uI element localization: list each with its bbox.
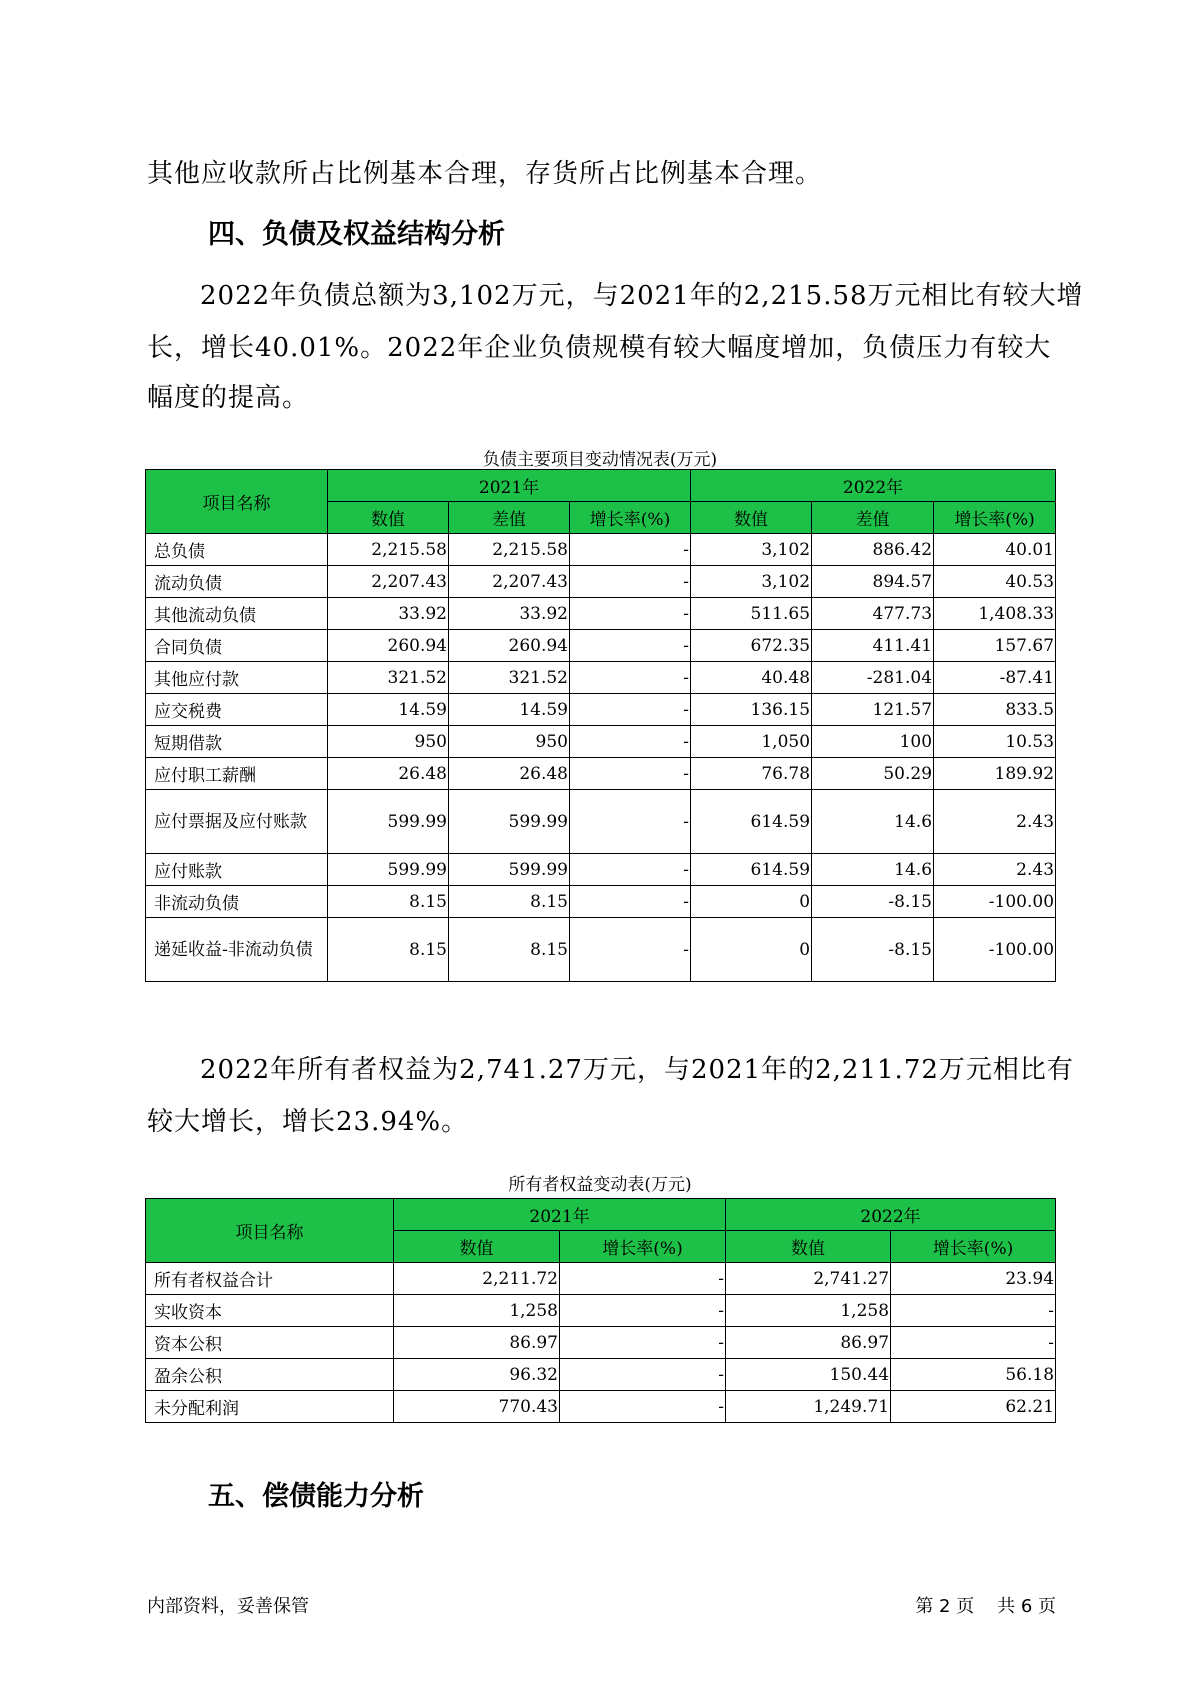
- section-heading-4: 四、负债及权益结构分析: [208, 219, 505, 250]
- cell-value: -281.04: [812, 662, 934, 694]
- paragraph-1: 其他应收款所占比例基本合理，存货所占比例基本合理。: [147, 159, 823, 189]
- row-label: 其他流动负债: [146, 598, 328, 630]
- cell-value: -87.41: [934, 662, 1056, 694]
- cell-value: 1,249.71: [726, 1391, 891, 1423]
- table-row: [146, 534, 1056, 566]
- cell-value: 100: [812, 726, 934, 758]
- cell-value: -: [560, 1327, 726, 1359]
- header-item-name: 项目名称: [146, 1199, 394, 1263]
- row-label: 合同负债: [146, 630, 328, 662]
- cell-value: 2,215.58: [449, 534, 570, 566]
- row-label: 资本公积: [146, 1327, 394, 1359]
- table-row: [146, 1295, 1056, 1327]
- cell-value: -100.00: [934, 918, 1056, 982]
- liabilities-table: [145, 469, 1056, 982]
- table-row: [146, 598, 1056, 630]
- table-row: [146, 662, 1056, 694]
- cell-value: 8.15: [328, 886, 449, 918]
- cell-value: -: [570, 598, 691, 630]
- cell-value: 33.92: [449, 598, 570, 630]
- cell-value: 1,408.33: [934, 598, 1056, 630]
- cell-value: 477.73: [812, 598, 934, 630]
- row-label: 短期借款: [146, 726, 328, 758]
- table-row: [146, 758, 1056, 790]
- cell-value: 8.15: [449, 886, 570, 918]
- paragraph-3-line-1: 2022年所有者权益为2,741.27万元，与2021年的2,211.72万元相比有: [200, 1055, 1074, 1085]
- cell-value: 599.99: [449, 854, 570, 886]
- cell-value: 40.01: [934, 534, 1056, 566]
- cell-value: 1,258: [394, 1295, 560, 1327]
- cell-value: 96.32: [394, 1359, 560, 1391]
- cell-value: 321.52: [449, 662, 570, 694]
- cell-value: 121.57: [812, 694, 934, 726]
- table-row: [146, 790, 1056, 854]
- header-year-2022: 2022年: [726, 1199, 1056, 1231]
- table-row: [146, 630, 1056, 662]
- row-label: 应付票据及应付账款: [146, 790, 328, 854]
- table-row: [146, 886, 1056, 918]
- cell-value: -: [570, 566, 691, 598]
- cell-value: -: [570, 790, 691, 854]
- cell-value: 321.52: [328, 662, 449, 694]
- cell-value: 894.57: [812, 566, 934, 598]
- row-label: 流动负债: [146, 566, 328, 598]
- cell-value: -: [560, 1263, 726, 1295]
- cell-value: 0: [691, 918, 812, 982]
- cell-value: 950: [449, 726, 570, 758]
- cell-value: -8.15: [812, 886, 934, 918]
- header-value: 数值: [328, 502, 449, 534]
- header-year-2022: 2022年: [691, 470, 1056, 502]
- cell-value: 26.48: [449, 758, 570, 790]
- equity-table: [145, 1198, 1056, 1423]
- footer-confidential: 内部资料，妥善保管: [147, 1596, 309, 1617]
- row-label: 盈余公积: [146, 1359, 394, 1391]
- table-row: [146, 1359, 1056, 1391]
- cell-value: 150.44: [726, 1359, 891, 1391]
- cell-value: -: [570, 694, 691, 726]
- cell-value: 672.35: [691, 630, 812, 662]
- row-label: 所有者权益合计: [146, 1263, 394, 1295]
- cell-value: 40.53: [934, 566, 1056, 598]
- cell-value: 950: [328, 726, 449, 758]
- cell-value: 0: [691, 886, 812, 918]
- table2-caption: 所有者权益变动表(万元): [508, 1175, 692, 1195]
- cell-value: 1,050: [691, 726, 812, 758]
- header-diff: 差值: [812, 502, 934, 534]
- cell-value: -: [570, 534, 691, 566]
- header-growth: 增长率(%): [560, 1231, 726, 1263]
- cell-value: 2,207.43: [449, 566, 570, 598]
- cell-value: 833.5: [934, 694, 1056, 726]
- paragraph-3-line-2: 较大增长，增长23.94%。: [147, 1107, 469, 1137]
- row-label: 应付账款: [146, 854, 328, 886]
- cell-value: 614.59: [691, 854, 812, 886]
- cell-value: -: [891, 1327, 1056, 1359]
- cell-value: 1,258: [726, 1295, 891, 1327]
- header-year-2021: 2021年: [394, 1199, 726, 1231]
- table-row: [146, 694, 1056, 726]
- cell-value: 260.94: [449, 630, 570, 662]
- cell-value: -: [560, 1359, 726, 1391]
- cell-value: 10.53: [934, 726, 1056, 758]
- cell-value: -: [570, 662, 691, 694]
- header-year-2021: 2021年: [328, 470, 691, 502]
- table-row: [146, 726, 1056, 758]
- cell-value: 40.48: [691, 662, 812, 694]
- cell-value: 3,102: [691, 534, 812, 566]
- cell-value: 76.78: [691, 758, 812, 790]
- cell-value: 86.97: [394, 1327, 560, 1359]
- cell-value: 614.59: [691, 790, 812, 854]
- row-label: 非流动负债: [146, 886, 328, 918]
- header-value: 数值: [691, 502, 812, 534]
- header-item-name: 项目名称: [146, 470, 328, 534]
- cell-value: -: [570, 726, 691, 758]
- cell-value: 411.41: [812, 630, 934, 662]
- cell-value: 14.6: [812, 854, 934, 886]
- cell-value: 50.29: [812, 758, 934, 790]
- cell-value: 8.15: [328, 918, 449, 982]
- row-label: 应交税费: [146, 694, 328, 726]
- cell-value: 511.65: [691, 598, 812, 630]
- cell-value: 86.97: [726, 1327, 891, 1359]
- cell-value: -: [570, 854, 691, 886]
- row-label: 未分配利润: [146, 1391, 394, 1423]
- cell-value: 189.92: [934, 758, 1056, 790]
- cell-value: 599.99: [328, 854, 449, 886]
- cell-value: 3,102: [691, 566, 812, 598]
- table-row: [146, 918, 1056, 982]
- table1-caption: 负债主要项目变动情况表(万元): [482, 450, 718, 470]
- cell-value: 2,741.27: [726, 1263, 891, 1295]
- cell-value: -: [560, 1391, 726, 1423]
- cell-value: 14.6: [812, 790, 934, 854]
- row-label: 应付职工薪酬: [146, 758, 328, 790]
- cell-value: 14.59: [328, 694, 449, 726]
- cell-value: 33.92: [328, 598, 449, 630]
- header-value: 数值: [394, 1231, 560, 1263]
- cell-value: 770.43: [394, 1391, 560, 1423]
- cell-value: 136.15: [691, 694, 812, 726]
- table-row: [146, 1263, 1056, 1295]
- cell-value: 56.18: [891, 1359, 1056, 1391]
- table-row: [146, 854, 1056, 886]
- row-label: 递延收益-非流动负债: [146, 918, 328, 982]
- cell-value: -: [570, 758, 691, 790]
- cell-value: 599.99: [328, 790, 449, 854]
- header-growth: 增长率(%): [570, 502, 691, 534]
- row-label: 实收资本: [146, 1295, 394, 1327]
- header-growth: 增长率(%): [934, 502, 1056, 534]
- cell-value: 2.43: [934, 790, 1056, 854]
- cell-value: 2,207.43: [328, 566, 449, 598]
- cell-value: -: [570, 630, 691, 662]
- header-diff: 差值: [449, 502, 570, 534]
- cell-value: -: [570, 886, 691, 918]
- cell-value: 26.48: [328, 758, 449, 790]
- cell-value: 8.15: [449, 918, 570, 982]
- cell-value: 599.99: [449, 790, 570, 854]
- cell-value: 2,211.72: [394, 1263, 560, 1295]
- cell-value: 260.94: [328, 630, 449, 662]
- table-row: [146, 1327, 1056, 1359]
- cell-value: -: [560, 1295, 726, 1327]
- row-label: 其他应付款: [146, 662, 328, 694]
- table-row: [146, 566, 1056, 598]
- cell-value: 62.21: [891, 1391, 1056, 1423]
- cell-value: -: [570, 918, 691, 982]
- row-label: 总负债: [146, 534, 328, 566]
- paragraph-2-line-2: 长，增长40.01%。2022年企业负债规模有较大幅度增加，负债压力有较大: [147, 333, 1052, 363]
- cell-value: 14.59: [449, 694, 570, 726]
- header-value: 数值: [726, 1231, 891, 1263]
- paragraph-2-line-1: 2022年负债总额为3,102万元，与2021年的2,215.58万元相比有较大增: [200, 281, 1084, 311]
- cell-value: 157.67: [934, 630, 1056, 662]
- table-row: [146, 1391, 1056, 1423]
- header-growth: 增长率(%): [891, 1231, 1056, 1263]
- footer-page-number: 第 2 页 共 6 页: [915, 1596, 1056, 1617]
- cell-value: 2,215.58: [328, 534, 449, 566]
- cell-value: -8.15: [812, 918, 934, 982]
- paragraph-2-line-3: 幅度的提高。: [147, 383, 310, 413]
- section-heading-5: 五、偿债能力分析: [208, 1481, 424, 1512]
- cell-value: 23.94: [891, 1263, 1056, 1295]
- cell-value: -: [891, 1295, 1056, 1327]
- cell-value: 886.42: [812, 534, 934, 566]
- cell-value: -100.00: [934, 886, 1056, 918]
- cell-value: 2.43: [934, 854, 1056, 886]
